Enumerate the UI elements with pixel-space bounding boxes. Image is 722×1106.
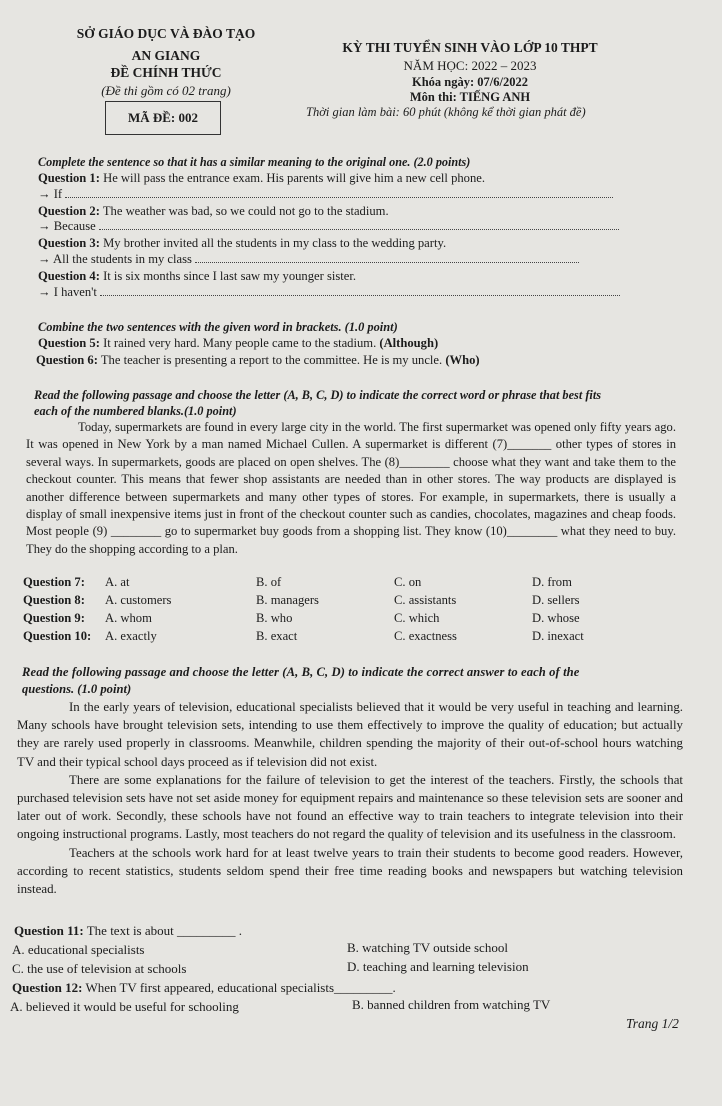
passage-1-text: Today, supermarkets are found in every large city in the world. The first supermarket was opened only fifty years ago. It was opened in New York by a man named Michael Cullen. A supermarket is different (7)_______ other types of stores in several ways. In supermarkets, goods are placed on open shelves. The (8)________ choose what they want and take them to the checkout counter. This means that fewer shop assistants are needed than in other stores. The way products are displayed is another difference between supermarkets and many other types of stores. For example, in supermarkets, there is usually a display of small inexpensive items just in front of the checkout counter such as candies, chocolates, magazines and cheap foods. Most people (9) ________ go to supermarket buy goods from a shopping list. They know (10)________ what they need to buy. They do the shopping according to a plan.: [26, 420, 676, 556]
q9-label: Question 9:: [23, 611, 85, 625]
section4-instruction-line2: questions. (1.0 point): [22, 682, 132, 696]
mcq-7-10: [23, 575, 683, 647]
province-name: AN GIANG: [131, 48, 201, 63]
q7-label: Question 7:: [23, 575, 85, 589]
q2-label: Question 2:: [38, 204, 100, 218]
q11-option-a[interactable]: A. educational specialists: [12, 942, 145, 957]
q1-label: Question 1:: [38, 171, 100, 185]
q6-text: The teacher is presenting a report to the committee. He is my uncle.: [100, 353, 443, 367]
q11-label: Question 11:: [14, 923, 84, 938]
question-1: [38, 170, 485, 186]
q10-option-b[interactable]: B. exact: [256, 629, 298, 643]
official-label: ĐỀ CHÍNH THỨC: [110, 65, 222, 80]
q7-option-a[interactable]: A. at: [105, 575, 130, 589]
q12-option-a[interactable]: A. believed it would be useful for schooling: [10, 999, 239, 1014]
q11-option-b[interactable]: B. watching TV outside school: [347, 940, 508, 955]
q1-text: He will pass the entrance exam. His parents will give him a new cell phone.: [103, 171, 485, 185]
question-6: [36, 352, 480, 368]
q2-answer-line: [38, 218, 619, 234]
q11-option-d[interactable]: D. teaching and learning television: [347, 959, 529, 974]
q1-answer-blank[interactable]: [65, 187, 613, 198]
time-note: Thời gian làm bài: 60 phút (không kể thời gian phát đề): [306, 105, 586, 119]
pages-note: (Đề thi gồm có 02 trang): [101, 83, 231, 98]
question-12: [12, 980, 396, 996]
q2-text: The weather was bad, so we could not go to the stadium.: [102, 204, 389, 218]
section1-instruction: Complete the sentence so that it has a similar meaning to the original one. (2.0 points): [38, 155, 471, 169]
question-2: [38, 203, 389, 219]
section3-instruction-line2: each of the numbered blanks.(1.0 point): [34, 404, 237, 418]
q9-option-c[interactable]: C. which: [394, 611, 440, 625]
q10-option-d[interactable]: D. inexact: [532, 629, 584, 643]
q8-option-d[interactable]: D. sellers: [532, 593, 580, 607]
q9-option-b[interactable]: B. who: [256, 611, 293, 625]
q10-option-c[interactable]: C. exactness: [394, 629, 457, 643]
q10-option-a[interactable]: A. exactly: [105, 629, 157, 643]
passage-2: [17, 698, 683, 898]
q4-label: Question 4:: [38, 269, 100, 283]
q6-word: (Who): [445, 353, 480, 367]
q8-option-c[interactable]: C. assistants: [394, 593, 457, 607]
page-number: Trang 1/2: [626, 1016, 679, 1031]
question-4: [38, 268, 356, 284]
exam-date: Khóa ngày: 07/6/2022: [412, 75, 528, 89]
q5-label: Question 5:: [38, 336, 100, 350]
question-11: [14, 923, 242, 939]
q12-option-b[interactable]: B. banned children from watching TV: [352, 997, 551, 1012]
q1-answer-line: [38, 186, 613, 202]
subject: Môn thi: TIẾNG ANH: [409, 90, 531, 104]
passage-1: [26, 419, 676, 558]
q4-prompt: → I haven't: [38, 285, 97, 299]
passage-2-paragraph-3: Teachers at the schools work hard for at least twelve years to train their students to become good readers. However, according to recent statistics, students seldom spend their free time reading books and newspapers but watching television instead.: [17, 845, 683, 897]
school-year: NĂM HỌC: 2022 – 2023: [403, 58, 537, 73]
q2-prompt: → Because: [38, 219, 96, 233]
question-3: [38, 235, 446, 251]
passage-2-paragraph-1: In the early years of television, educational specialists believed that it would be very useful in teaching and learning. Many schools have brought television sets, intending to use them effectively to improve the quality of education; but actually they are rarely used properly in classrooms. Meanwhile, children spending the majority of their out-of-school hours watching TV and their typical school days proceed as if television did not exist.: [17, 700, 683, 769]
q12-label: Question 12:: [12, 980, 83, 995]
q5-text: It rained very hard. Many people came to the stadium.: [103, 336, 377, 350]
exam-title: KỲ THI TUYỂN SINH VÀO LỚP 10 THPT: [342, 40, 598, 55]
q9-option-a[interactable]: A. whom: [105, 611, 152, 625]
q3-text: My brother invited all the students in my class to the wedding party.: [103, 236, 447, 250]
exam-code-box: MÃ ĐỀ: 002: [105, 101, 221, 135]
q6-label: Question 6:: [36, 353, 98, 367]
q1-prompt: → If: [38, 187, 63, 201]
q3-prompt: → All the students in my class: [38, 252, 192, 266]
section2-instruction: Combine the two sentences with the given word in brackets. (1.0 point): [38, 320, 398, 334]
q8-option-a[interactable]: A. customers: [105, 593, 172, 607]
q8-option-b[interactable]: B. managers: [256, 593, 319, 607]
question-5: [38, 335, 438, 351]
q3-answer-blank[interactable]: [195, 252, 579, 263]
passage-2-paragraph-2: There are some explanations for the failure of television to get the interest of the teachers. Firstly, the schools that purchased television sets have not set aside money for equipment repairs and maintenance so these television sets are sooner and later out of work. Secondly, these schools have not found an effective way to train teachers to integrate television into their ongoing instructional programs. Lastly, most teachers do not regard the quality of television and its usefulness in the classroom.: [17, 772, 683, 842]
q7-option-d[interactable]: D. from: [532, 575, 572, 589]
q3-label: Question 3:: [38, 236, 100, 250]
q4-text: It is six months since I last saw my younger sister.: [103, 269, 356, 283]
q5-word: (Although): [379, 336, 439, 350]
q3-answer-line: [38, 251, 579, 267]
q10-label: Question 10:: [23, 629, 92, 643]
q2-answer-blank[interactable]: [99, 219, 619, 230]
section4-instruction-line1: Read the following passage and choose the letter (A, B, C, D) to indicate the correct answer to each of the: [22, 665, 580, 679]
section3-instruction-line1: Read the following passage and choose the letter (A, B, C, D) to indicate the correct word or phrase that best fits: [34, 388, 602, 402]
q9-option-d[interactable]: D. whose: [532, 611, 580, 625]
q11-stem: The text is about _________ .: [86, 923, 242, 938]
q4-answer-blank[interactable]: [100, 285, 620, 296]
q11-option-c[interactable]: C. the use of television at schools: [12, 961, 187, 976]
q12-stem: When TV first appeared, educational specialists_________.: [85, 980, 396, 995]
dept-name: SỞ GIÁO DỤC VÀ ĐÀO TẠO: [76, 26, 256, 41]
q7-option-b[interactable]: B. of: [256, 575, 282, 589]
q4-answer-line: [38, 284, 620, 300]
q7-option-c[interactable]: C. on: [394, 575, 422, 589]
q8-label: Question 8:: [23, 593, 85, 607]
